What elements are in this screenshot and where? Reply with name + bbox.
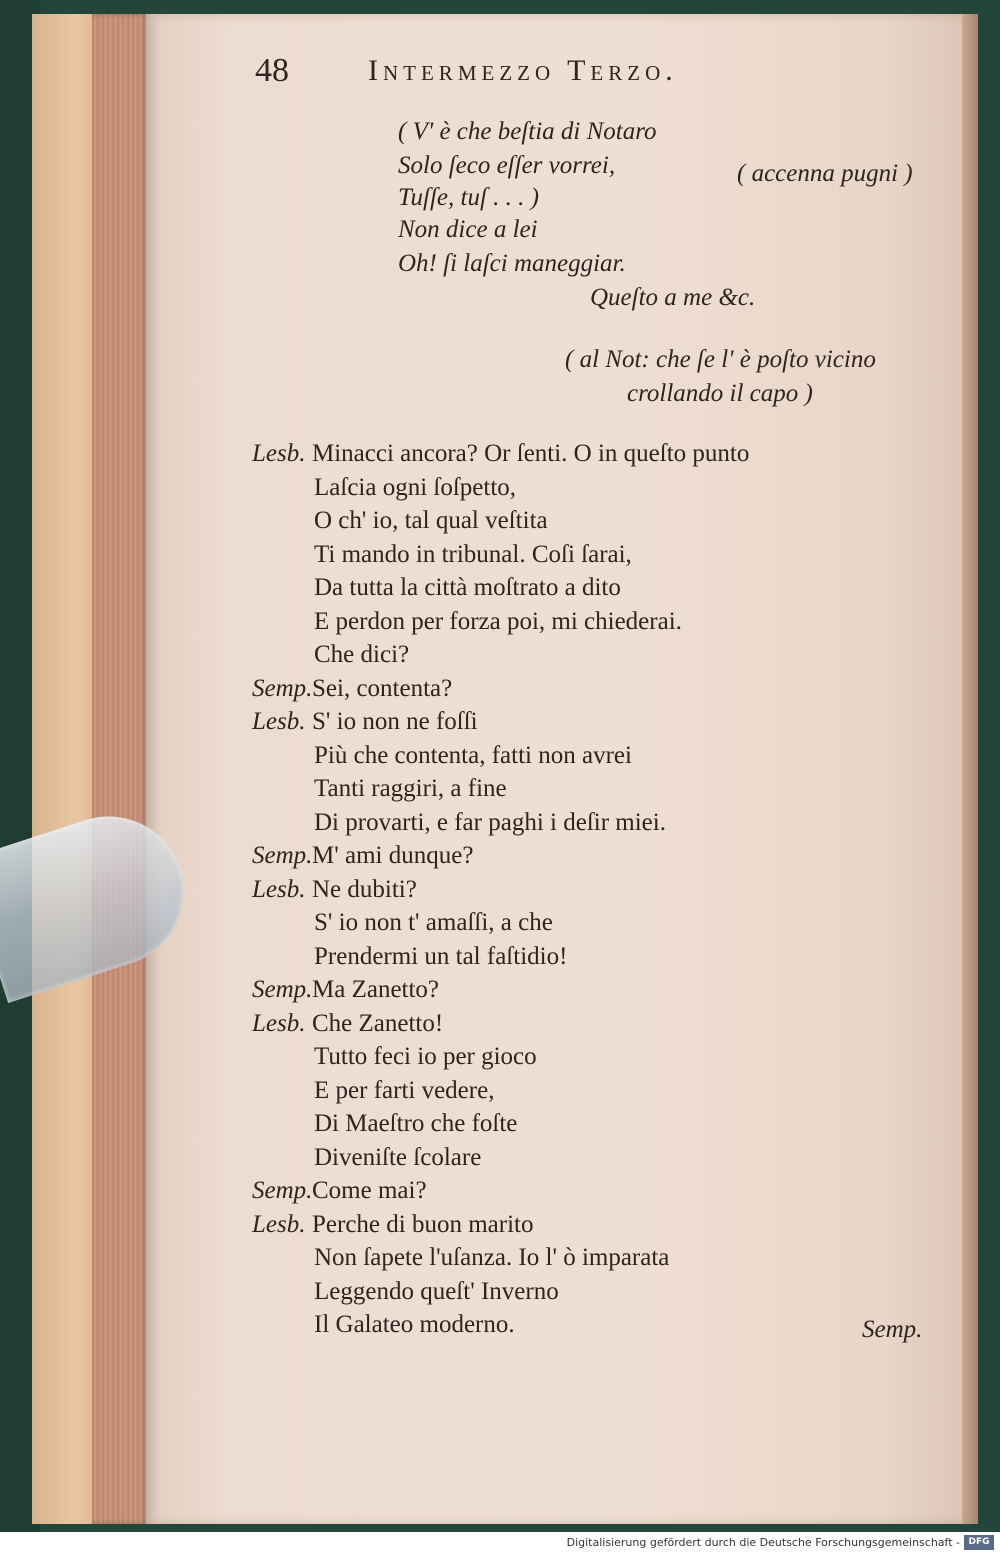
dialogue-line: Ne dubiti? — [312, 875, 417, 903]
dialogue-line: S' io non t' amaſſi, a che — [314, 909, 553, 936]
dialogue-line: M' ami dunque? — [312, 842, 474, 869]
verse-line: Solo ſeco eſſer vorrei, — [398, 152, 616, 179]
speaker-label: Lesb. — [252, 708, 306, 735]
page-stack-edges — [92, 14, 150, 1524]
footer-bar — [0, 1532, 1000, 1554]
speaker-label: Lesb. — [252, 440, 306, 467]
stage-direction: crollando il capo ) — [627, 380, 813, 407]
verse-line: Tuſſe, tuſ . . . ) — [398, 184, 539, 211]
dialogue-line: Che dici? — [314, 641, 410, 668]
dialogue-line: Non ſapete l'uſanza. Io l' ò imparata — [314, 1244, 670, 1271]
dialogue-line: Tutto feci io per gioco — [314, 1043, 537, 1070]
dialogue-line: Il Galateo moderno. — [314, 1311, 515, 1338]
speaker-label: Lesb. — [252, 1009, 306, 1037]
speaker-label: Lesb. — [252, 875, 306, 903]
catchword: Semp. — [862, 1316, 923, 1343]
speaker-label: Semp. — [252, 842, 313, 869]
footer-credit: Digitalisierung gefördert durch die Deutsche Forschungsgemeinschaft - — [566, 1536, 960, 1549]
page-right-edge — [962, 14, 978, 1524]
dialogue-line: Diveniſte ſcolare — [314, 1143, 482, 1171]
stage-direction: ( al Not: che ſe l' è poſto vicino — [565, 346, 876, 373]
verse-line: Non dice a lei — [398, 216, 538, 243]
dialogue-line: Più che contenta, fatti non avrei — [314, 741, 632, 769]
dialogue-line: Tanti raggiri, a fine — [314, 775, 507, 802]
dialogue-line: Sei, contenta? — [312, 674, 453, 702]
dialogue-line: Leggendo queſt' Inverno — [314, 1277, 559, 1305]
dfg-logo: DFG — [964, 1535, 994, 1550]
dialogue-line: S' io non ne foſſi — [312, 708, 478, 735]
dialogue-line: E per farti vedere, — [314, 1076, 495, 1104]
verse-line: Oh! ſi laſci maneggiar. — [398, 250, 626, 277]
dialogue-line: Ti mando in tribunal. Coſi ſarai, — [314, 540, 632, 568]
dialogue-line: Di Maeſtro che foſte — [314, 1110, 518, 1137]
dialogue-line: Perche di buon marito — [312, 1210, 534, 1238]
dialogue-line: Minacci ancora? Or ſenti. O in queſto punto — [312, 440, 750, 467]
dialogue-line: Da tutta la città moſtrato a dito — [314, 574, 621, 601]
dialogue-line: Prendermi un tal faſtidio! — [314, 942, 568, 970]
page-header-title: Intermezzo Terzo. — [368, 54, 678, 87]
verse-line: ( V' è che beſtia di Notaro — [398, 118, 657, 145]
stage-direction: ( accenna pugni ) — [737, 160, 913, 187]
page-number: 48 — [255, 52, 289, 89]
dialogue-line: E perdon per forza poi, mi chiederai. — [314, 607, 682, 635]
speaker-label: Semp. — [252, 674, 313, 702]
speaker-label: Semp. — [252, 1177, 313, 1204]
dialogue-line: Laſcia ogni ſoſpetto, — [314, 473, 517, 501]
dialogue-line: Di provarti, e far paghi i deſir miei. — [314, 808, 666, 836]
dialogue-line: Che Zanetto! — [312, 1009, 444, 1037]
speaker-label: Semp. — [252, 976, 313, 1003]
verse-line: Queſto a me &c. — [590, 284, 756, 311]
dialogue-line: O ch' io, tal qual veſtita — [314, 507, 548, 534]
dialogue-line: Ma Zanetto? — [312, 976, 440, 1003]
dialogue-line: Come mai? — [312, 1177, 427, 1204]
speaker-label: Lesb. — [252, 1210, 306, 1238]
